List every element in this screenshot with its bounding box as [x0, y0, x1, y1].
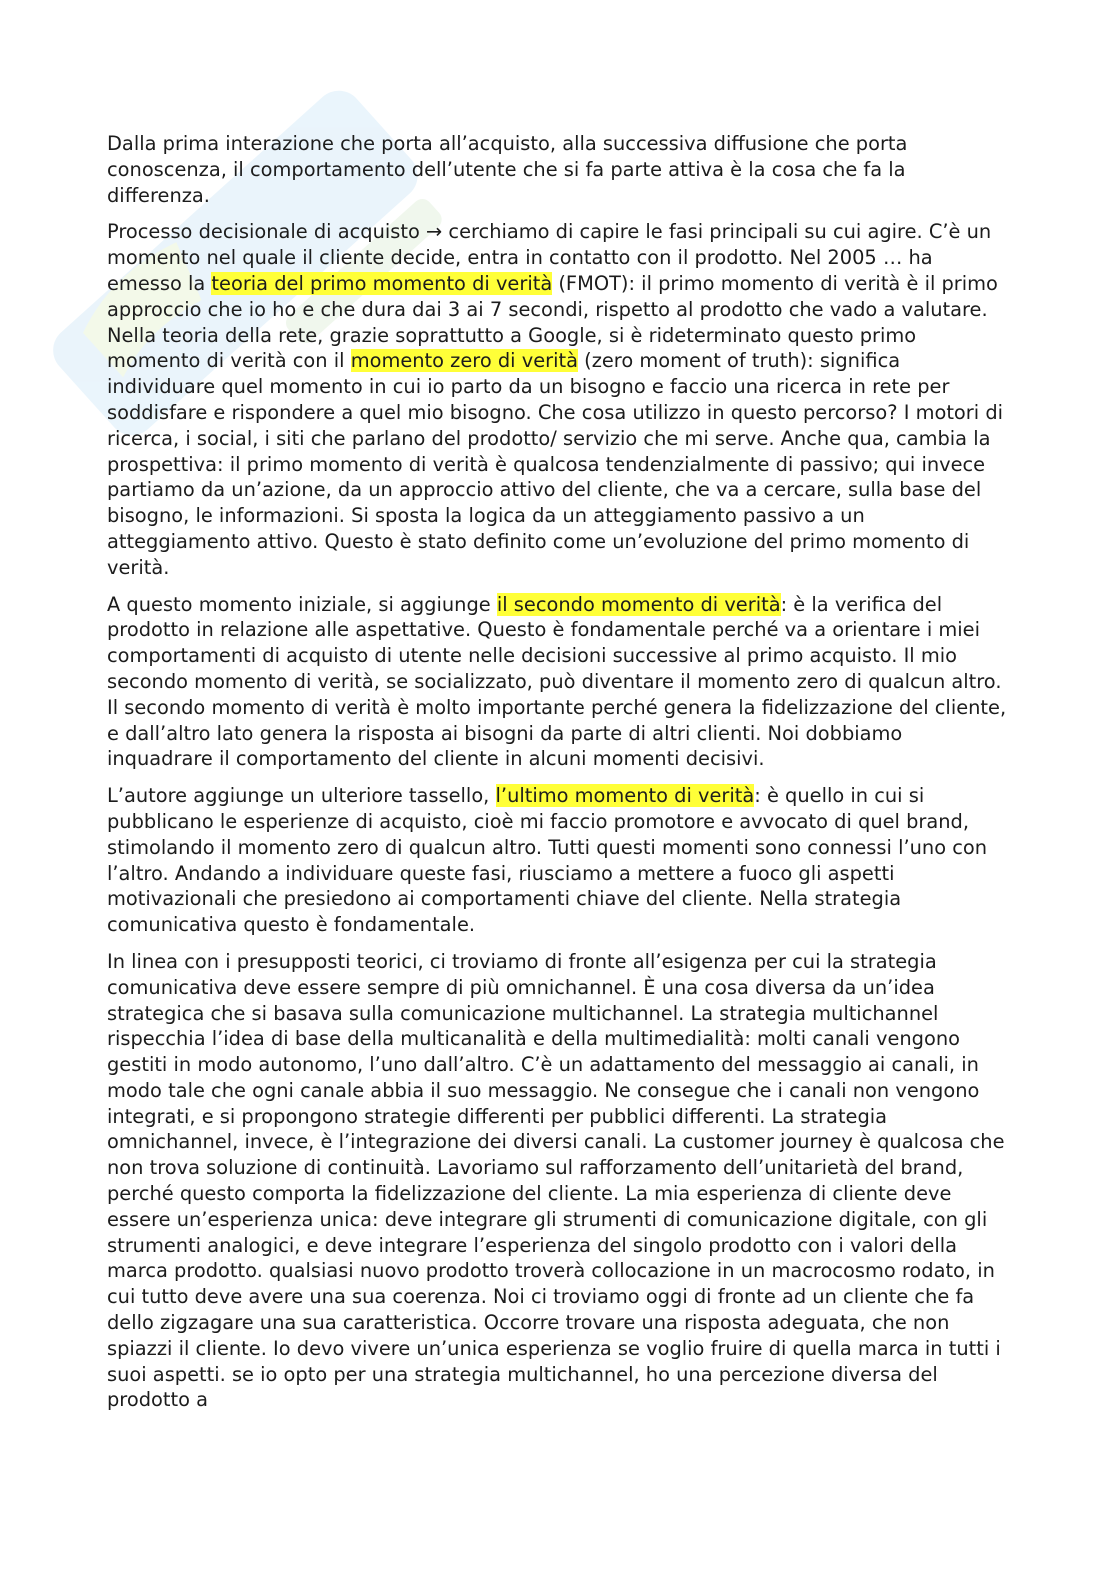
highlighted-term: teoria del primo momento di verità — [211, 271, 553, 295]
paragraph-5 — [107, 949, 1007, 1413]
text-segment: (FMOT): il primo momento di verità è il primo approccio che io ho e che dura dai 3 ai 7 secondi, rispetto al prodotto che vado a valutare. Nella teoria della rete, grazie soprattutto a Google, si è rideterminato questo primo momento di verità con il — [107, 271, 998, 373]
highlighted-term: il secondo momento di verità — [496, 592, 781, 616]
paragraph-3 — [107, 592, 1007, 773]
text-segment: A questo momento iniziale, si aggiunge — [107, 592, 497, 616]
paragraph-4 — [107, 783, 1007, 938]
paragraph-2 — [107, 219, 1007, 580]
text-segment: Processo decisionale di acquisto → cerchiamo di capire le fasi principali su cui agire. C’è un momento nel quale il cliente decide, entra in contatto con il prodotto. Nel 2005 … ha emesso la — [107, 220, 992, 295]
highlighted-term: l’ultimo momento di verità — [495, 784, 755, 808]
text-segment: In linea con i presupposti teorici, ci troviamo di fronte all’esigenza per cui la strategia comunicativa deve essere sempre di più omnichannel. È una cosa diversa da un’idea strategica che si basava sulla comunicazione multichannel. La strategia multichannel rispecchia l’idea di base della multicanalità e della multimedialità: molti canali vengono gestiti in modo autonomo, l’uno dall’altro. C’è un adattamento del messaggio ai canali, in modo tale che ogni canale abbia il suo messaggio. Ne consegue che i canali non vengono integrati, e si propongono strategie differenti per pubblici differenti. La strategia omnichannel, invece, è l’integrazione dei diversi canali. La customer journey è qualcosa che non trova soluzione di continuità. Lavoriamo sul rafforzamento dell’unitarietà del brand, perché questo comporta la fidelizzazione del cliente. La mia esperienza di cliente deve essere un’esperienza unica: deve integrare gli strumenti di comunicazione digitale, con gli strumenti analogici, e deve integrare l’esperienza del singolo prodotto con i valori della marca prodotto. qualsiasi nuovo prodotto troverà collocazione in un macrocosmo rodato, in cui tutto deve avere una sua coerenza. Noi ci troviamo oggi di fronte ad un cliente che fa dello zigzagare una sua caratteristica. Occorre trovare una risposta adeguata, che non spiazzi il cliente. Io devo vivere un’unica esperienza se voglio fruire di quella marca in tutti i suoi aspetti. se io opto per una strategia multichannel, ho una percezione diversa del prodotto a — [107, 949, 1005, 1412]
text-segment: : è quello in cui si pubblicano le esperienze di acquisto, cioè mi faccio promotore e avvocato di quel brand, stimolando il momento zero di qualcun altro. Tutti questi momenti sono connessi l’uno con l’altro. Andando a individuare queste fasi, riusciamo a mettere a fuoco gli aspetti motivazionali che presiedono ai comportamenti chiave del cliente. Nella strategia comunicativa questo è fondamentale. — [107, 784, 988, 937]
text-segment: (zero moment of truth): significa individuare quel momento in cui io parto da un bisogno e faccio una ricerca in rete per soddisfare e rispondere a quel mio bisogno. Che cosa utilizzo in questo percorso? I motori di ricerca, i social, i siti che parlano del prodotto/ servizio che mi serve. Anche qua, cambia la prospettiva: il primo momento di verità è qualcosa tendenzialmente di passivo; qui invece partiamo da un’azione, da un approccio attivo del cliente, che va a cercare, sulla base del bisogno, le informazioni. Si sposta la logica da un atteggiamento passivo a un atteggiamento attivo. Questo è stato definito come un’evoluzione del primo momento di verità. — [107, 349, 1004, 579]
document-body — [107, 131, 1007, 1424]
text-segment: Dalla prima interazione che porta all’acquisto, alla successiva diffusione che porta conoscenza, il comportamento dell’utente che si fa parte attiva è la cosa che fa la differenza. — [107, 132, 908, 207]
paragraph-1 — [107, 131, 1007, 208]
text-segment: L’autore aggiunge un ulteriore tassello, — [107, 784, 496, 808]
text-segment: : è la verifica del prodotto in relazione alle aspettative. Questo è fondamentale perché va a orientare i miei comportamenti di acquisto di utente nelle decisioni successive al primo acquisto. Il mio secondo momento di verità, se socializzato, può diventare il momento zero di qualcun altro. Il secondo momento di verità è molto importante perché genera la fidelizzazione del cliente, e dall’altro lato genera la risposta ai bisogni da parte di altri clienti. Noi dobbiamo inquadrare il comportamento del cliente in alcuni momenti decisivi. — [107, 592, 1007, 771]
highlighted-term: momento zero di verità — [350, 349, 578, 373]
